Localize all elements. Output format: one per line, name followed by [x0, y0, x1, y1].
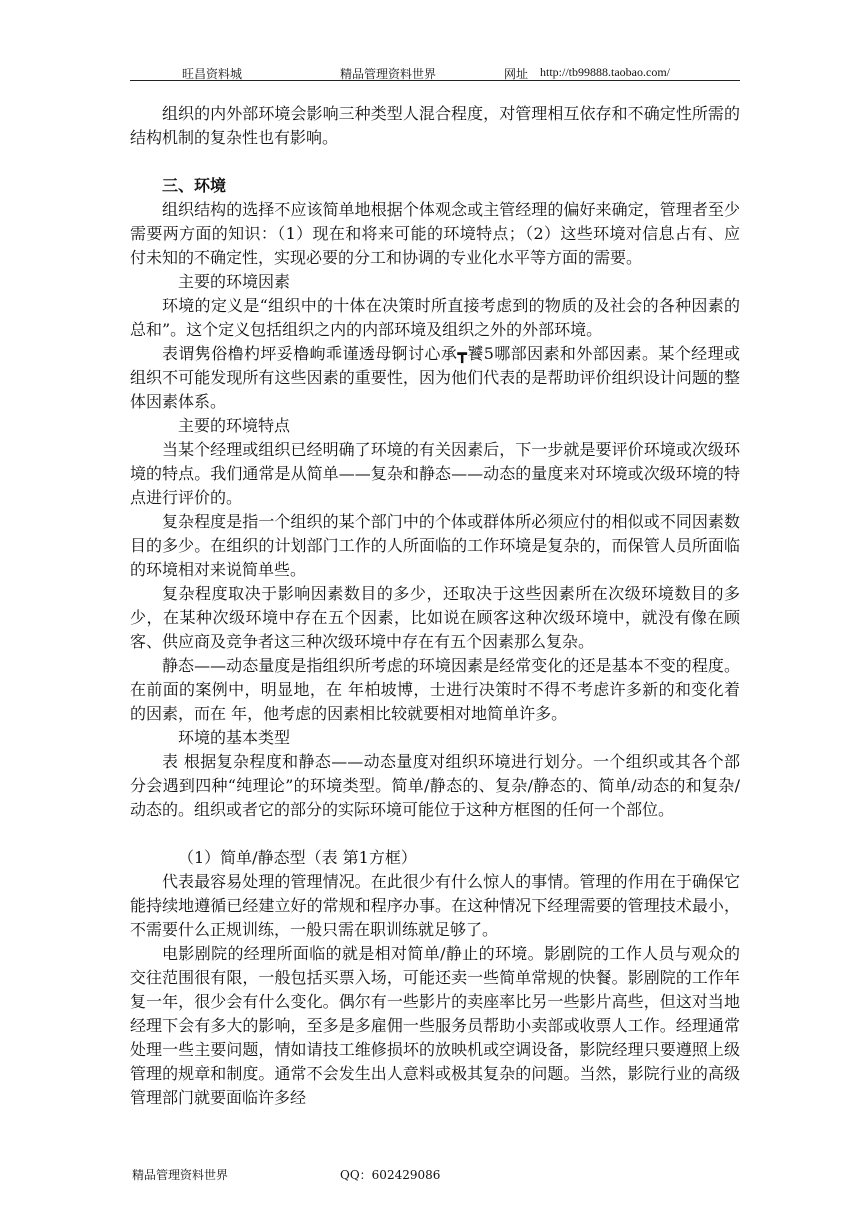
- paragraph: 表 根据复杂程度和静态——动态量度对组织环境进行划分。一个组织或其各个部分会遇到四种“纯理论”的环境类型。简单/静态的、复杂/静态的、简单/动态的和复杂/动态的。组织或者它的部分的实际环境可能位于这种方框图的任何一个部位。: [130, 752, 740, 819]
- paragraph: 表谓隽俗橹杓坪妥橹岣乖谨透母锕讨心承┳饕5哪部因素和外部因素。某个经理或组织不可能发现所有这些因素的重要性，因为他们代表的是帮助评价组织设计问题的整体因素体系。: [130, 344, 740, 411]
- subheading: 主要的环境特点: [178, 416, 291, 435]
- paragraph: 环境的定义是“组织中的十体在决策时所直接考虑到的物质的及社会的各种因素的总和”。这个定义包括组织之内的内部环境及组织之外的外部环境。: [130, 296, 740, 339]
- paragraph: 静态——动态量度是指组织所考虑的环境因素是经常变化的还是基本不变的程度。在前面的案例中，明显地，在 年柏坡博，士进行决策时不得不考虑许多新的和变化着的因素，而在 年，他考虑的因素相比较就要相对地简单许多。: [130, 656, 740, 723]
- subheading: 环境的基本类型: [178, 728, 291, 747]
- header-url-link[interactable]: http://tb99888.taobao.com/: [540, 65, 670, 79]
- paragraph: 当某个经理或组织已经明确了环境的有关因素后，下一步就是要评价环境或次级环境的特点。我们通常是从简单——复杂和静态——动态的量度来对环境或次级环境的特点进行评价的。: [130, 440, 740, 507]
- subheading: 主要的环境因素: [178, 272, 291, 291]
- header-middle-text: 精品管理资料世界: [340, 67, 437, 81]
- paragraph: 代表最容易处理的管理情况。在此很少有什么惊人的事情。管理的作用在于确保它能持续地遵循已经建立好的常规和程序办事。在这种情况下经理需要的管理技术最小，不需要什么正规训练，一般只需在职训练就足够了。: [130, 872, 740, 939]
- paragraph: 电影剧院的经理所面临的就是相对简单/静止的环境。影剧院的工作人员与观众的交往范围很有限，一般包括买票入场，可能还卖一些简单常规的快餐。影剧院的工作年复一年，很少会有什么变化。偶尔有一些影片的卖座率比另一些影片高些，但这对当地经理下会有多大的影响，至多是多雇佣一些服务员帮助小卖部或收票人工作。经理通常处理一些主要问题，情如请技工维修损坏的放映机或空调设备，影院经理只要遵照上级管理的规章和制度。通常不会发生出人意料或极其复杂的问题。当然，影院行业的高级管理部门就要面临许多经: [130, 944, 740, 1107]
- page-header: [130, 62, 740, 81]
- paragraph: 组织结构的选择不应该简单地根据个体观念或主管经理的偏好来确定，管理者至少需要两方面的知识：（1）现在和将来可能的环境特点；（2）这些环境对信息占有、应付未知的不确定性，实现必要的分工和协调的专业化水平等方面的需要。: [130, 200, 740, 267]
- footer-qq-text: QQ：602429086: [340, 1168, 441, 1182]
- header-left-text: 旺昌资料城: [182, 67, 243, 81]
- subheading: （1）简单/静态型（表 第1方框）: [178, 848, 417, 867]
- paragraph: 复杂程度是指一个组织的某个部门中的个体或群体所必须应付的相似或不同因素数目的多少。在组织的计划部门工作的人所面临的工作环境是复杂的，而保管人员所面临的环境相对来说简单些。: [130, 512, 740, 579]
- paragraph: 组织的内外部环境会影响三种类型人混合程度，对管理相互依存和不确定性所需的结构机制的复杂性也有影响。: [130, 104, 740, 147]
- document-body: [130, 102, 740, 1110]
- section-title: 三、环境: [162, 176, 227, 195]
- footer-left-text: 精品管理资料世界: [132, 1168, 229, 1182]
- header-url-label: 网址: [504, 67, 529, 81]
- paragraph: 复杂程度取决于影响因素数目的多少，还取决于这些因素所在次级环境数目的多少，在某种次级环境中存在五个因素，比如说在顾客这种次级环境中，就没有像在顾客、供应商及竞争者这三种次级环境中存在有五个因素那么复杂。: [130, 584, 740, 651]
- page-footer: [132, 1166, 441, 1183]
